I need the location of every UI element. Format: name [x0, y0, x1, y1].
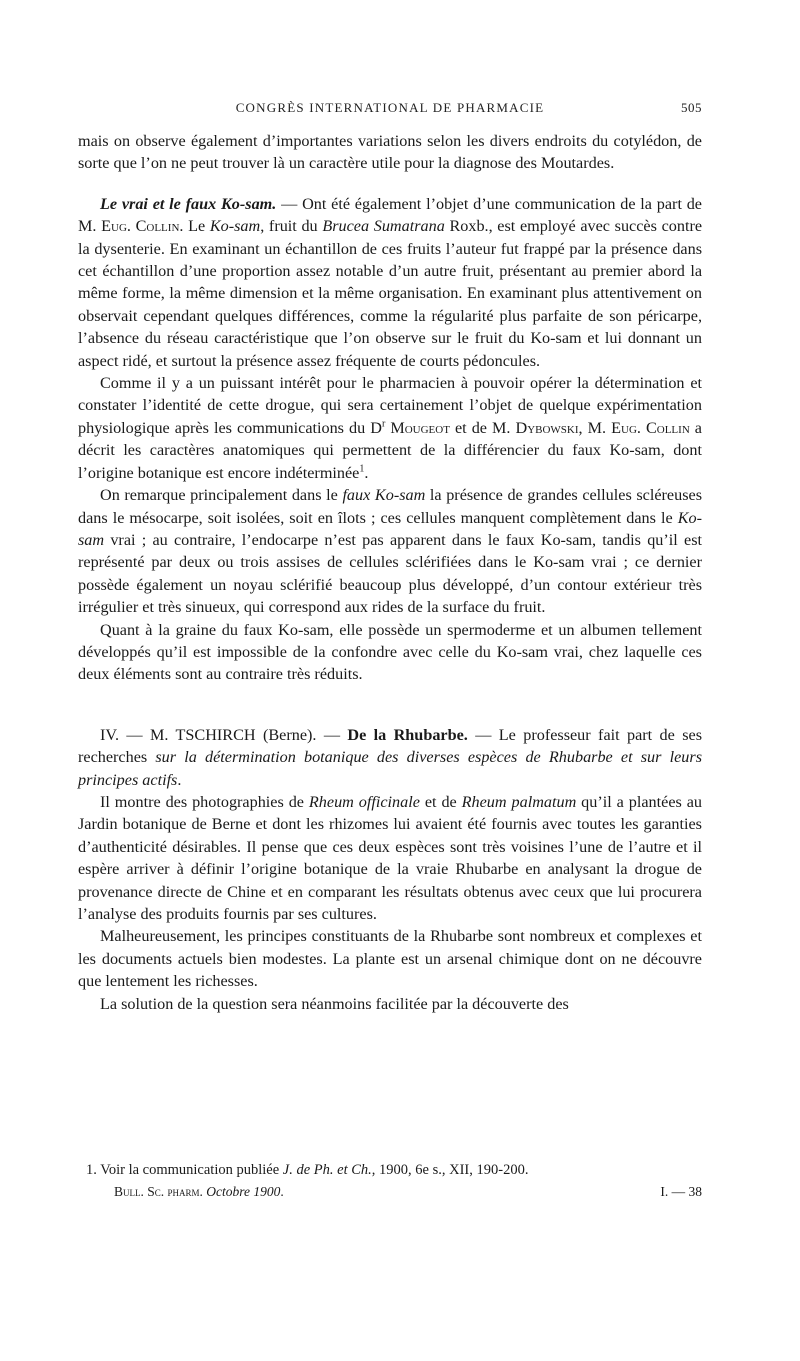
- author-name: Dybowski: [515, 418, 579, 437]
- section-number: IV. — M. TSCHIRCH: [100, 725, 256, 744]
- footnote-marker: 1: [359, 463, 365, 475]
- journal-abbrev: Bull. Sc. pharm.: [114, 1184, 203, 1199]
- text-run: qu’il a plantées au Jardin botanique de Berne et dont les rhizomes lui avaient été fournis avec toutes les garanties d’authenticité désirables. Il pense que ces deux espèces sont très voisines l’une de l’autre et il espère arriver à définir l’origine botanique de la vraie Rhubarbe en analysant la drogue de provenance directe de Chine et en comparant les résultats obtenus avec ceux que lui procurera l’analyse des produits fournis par ses cultures.: [78, 792, 703, 923]
- species-name: Brucea Sumatrana: [322, 217, 445, 236]
- journal-name: J. de Ph. et Ch.: [282, 1162, 372, 1178]
- text-run: .: [280, 1184, 284, 1199]
- footnote: [78, 1160, 702, 1180]
- text-run: et de: [419, 792, 462, 811]
- paragraph-kosam-determination: [78, 372, 702, 484]
- text-run: Comme il y a un puissant intérêt pour le pharmacien à pouvoir opérer la détermination et constater l’identité de cette drogue, qui sera certainement l’objet de quelque expérimentation physiologique après les communications du D: [78, 374, 702, 437]
- paragraph-kosam-anatomy: [78, 484, 702, 618]
- page-number: 505: [681, 100, 702, 115]
- author-name: Eug. Collin: [611, 418, 690, 437]
- species-name: Ko-sam: [78, 508, 702, 549]
- signature-mark: I. — 38: [660, 1184, 702, 1199]
- text-run: (Berne). —: [255, 725, 348, 744]
- paragraph-kosam-seed: Quant à la graine du faux Ko-sam, elle possède un spermoderme et un albumen tellement développés qu’il est impossible de la confondre avec celle du Ko-sam vrai, chez laquelle ces deux éléments sont au contraire très réduits.: [78, 620, 702, 684]
- paragraph-rhubarb-complexity: Malheureusement, les principes constituants de la Rhubarbe sont nombreux et complexes et les documents actuels bien modestes. La plante est un arsenal chimique dont on ne découvre que lentement les richesses.: [78, 927, 702, 991]
- paragraph-mustard-end: mais on observe également d’importantes variations selon les divers endroits du cotylédon, de sorte que l’on ne peut trouver là un caractère utile pour la diagnose des Moutardes.: [78, 132, 702, 173]
- text-run: , M.: [578, 418, 612, 437]
- text-run: , 1900, 6e s., XII, 190-200.: [371, 1162, 529, 1178]
- text-run: .: [364, 463, 369, 482]
- issue-date: Octobre 1900: [206, 1184, 281, 1199]
- text-run: vrai ; au contraire, l’endocarpe n’est pas apparent dans le faux Ko-sam, tandis qu’il est représenté par deux ou trois assises de cellules sclérifiées dans le Ko-sam vrai ; ce dernier possède également un noyau sclérifié beaucoup plus développé, d’un contour extérieur très irrégulier et très sinueux, qui correspond aux rides de la surface du fruit.: [78, 530, 702, 617]
- superscript: r: [381, 418, 386, 430]
- text-run: et de M.: [449, 418, 516, 437]
- running-header: [78, 100, 702, 122]
- text-run: .: [177, 770, 182, 789]
- text-run: Roxb., est employé avec succès contre la dysenterie. En examinant un échantillon de ces fruits l’auteur fut frappé par la présence dans cet échantillon d’une proportion assez notable d’un autre fruit, présentant au premier abord la même forme, la même dimension et la même organisation. En examinant plus attentivement on observait cependant quelques différences, comme la régularité plus parfaite de son péricarpe, l’absence du réseau caractéristique que l’on observe sur le fruit du Ko-sam et lui donnant un aspect ridé, et surtout la présence assez fréquente de courts pédoncules.: [78, 217, 703, 370]
- author-name: Mougeot: [390, 418, 450, 437]
- page-footer: [78, 1184, 702, 1206]
- section-title-kosam: Le vrai et le faux Ko-sam.: [100, 194, 277, 213]
- paragraph-rhubarb-photos: [78, 791, 702, 925]
- author-name: Eug. Collin: [101, 217, 180, 236]
- text-run: Il montre des photographies de: [100, 792, 309, 811]
- research-topic: sur la détermination botanique des diverses espèces de Rhubarbe et sur leurs principes actifs: [78, 748, 702, 789]
- species-name: Rheum palmatum: [461, 792, 577, 811]
- text-run: , fruit du: [260, 217, 323, 236]
- running-title: CONGRÈS INTERNATIONAL DE PHARMACIE: [235, 100, 545, 115]
- text-run: 1. Voir la communication publiée: [86, 1162, 283, 1178]
- text-run: la présence de grandes cellules scléreuses dans le mésocarpe, soit isolées, soit en îlots ; ces cellules manquent complètement dans le: [78, 486, 702, 527]
- species-name: faux Ko-sam: [342, 486, 426, 505]
- text-run: — Le professeur fait part de ses recherches: [78, 725, 702, 767]
- page: [78, 100, 703, 1199]
- text-run: . Le: [179, 217, 210, 236]
- text-run: a décrit les caractères anatomiques qui permettent de la différencier du faux Ko-sam, dont l’origine botanique est encore indéterminée: [78, 418, 702, 482]
- footnote-area: [78, 1160, 702, 1206]
- paragraph-rhubarb-intro: [78, 724, 702, 791]
- species-name: Ko-sam: [209, 217, 261, 236]
- text-run: — Ont été également l’objet d’une communication de la part de M.: [78, 194, 702, 236]
- section-title-rhubarb: De la Rhubarbe.: [347, 725, 468, 744]
- text-run: On remarque principalement dans le: [100, 486, 343, 505]
- paragraph-kosam-intro: [78, 193, 702, 372]
- paragraph-rhubarb-solution: La solution de la question sera néanmoins facilitée par la découverte des: [100, 994, 569, 1013]
- species-name: Rheum officinale: [308, 792, 420, 811]
